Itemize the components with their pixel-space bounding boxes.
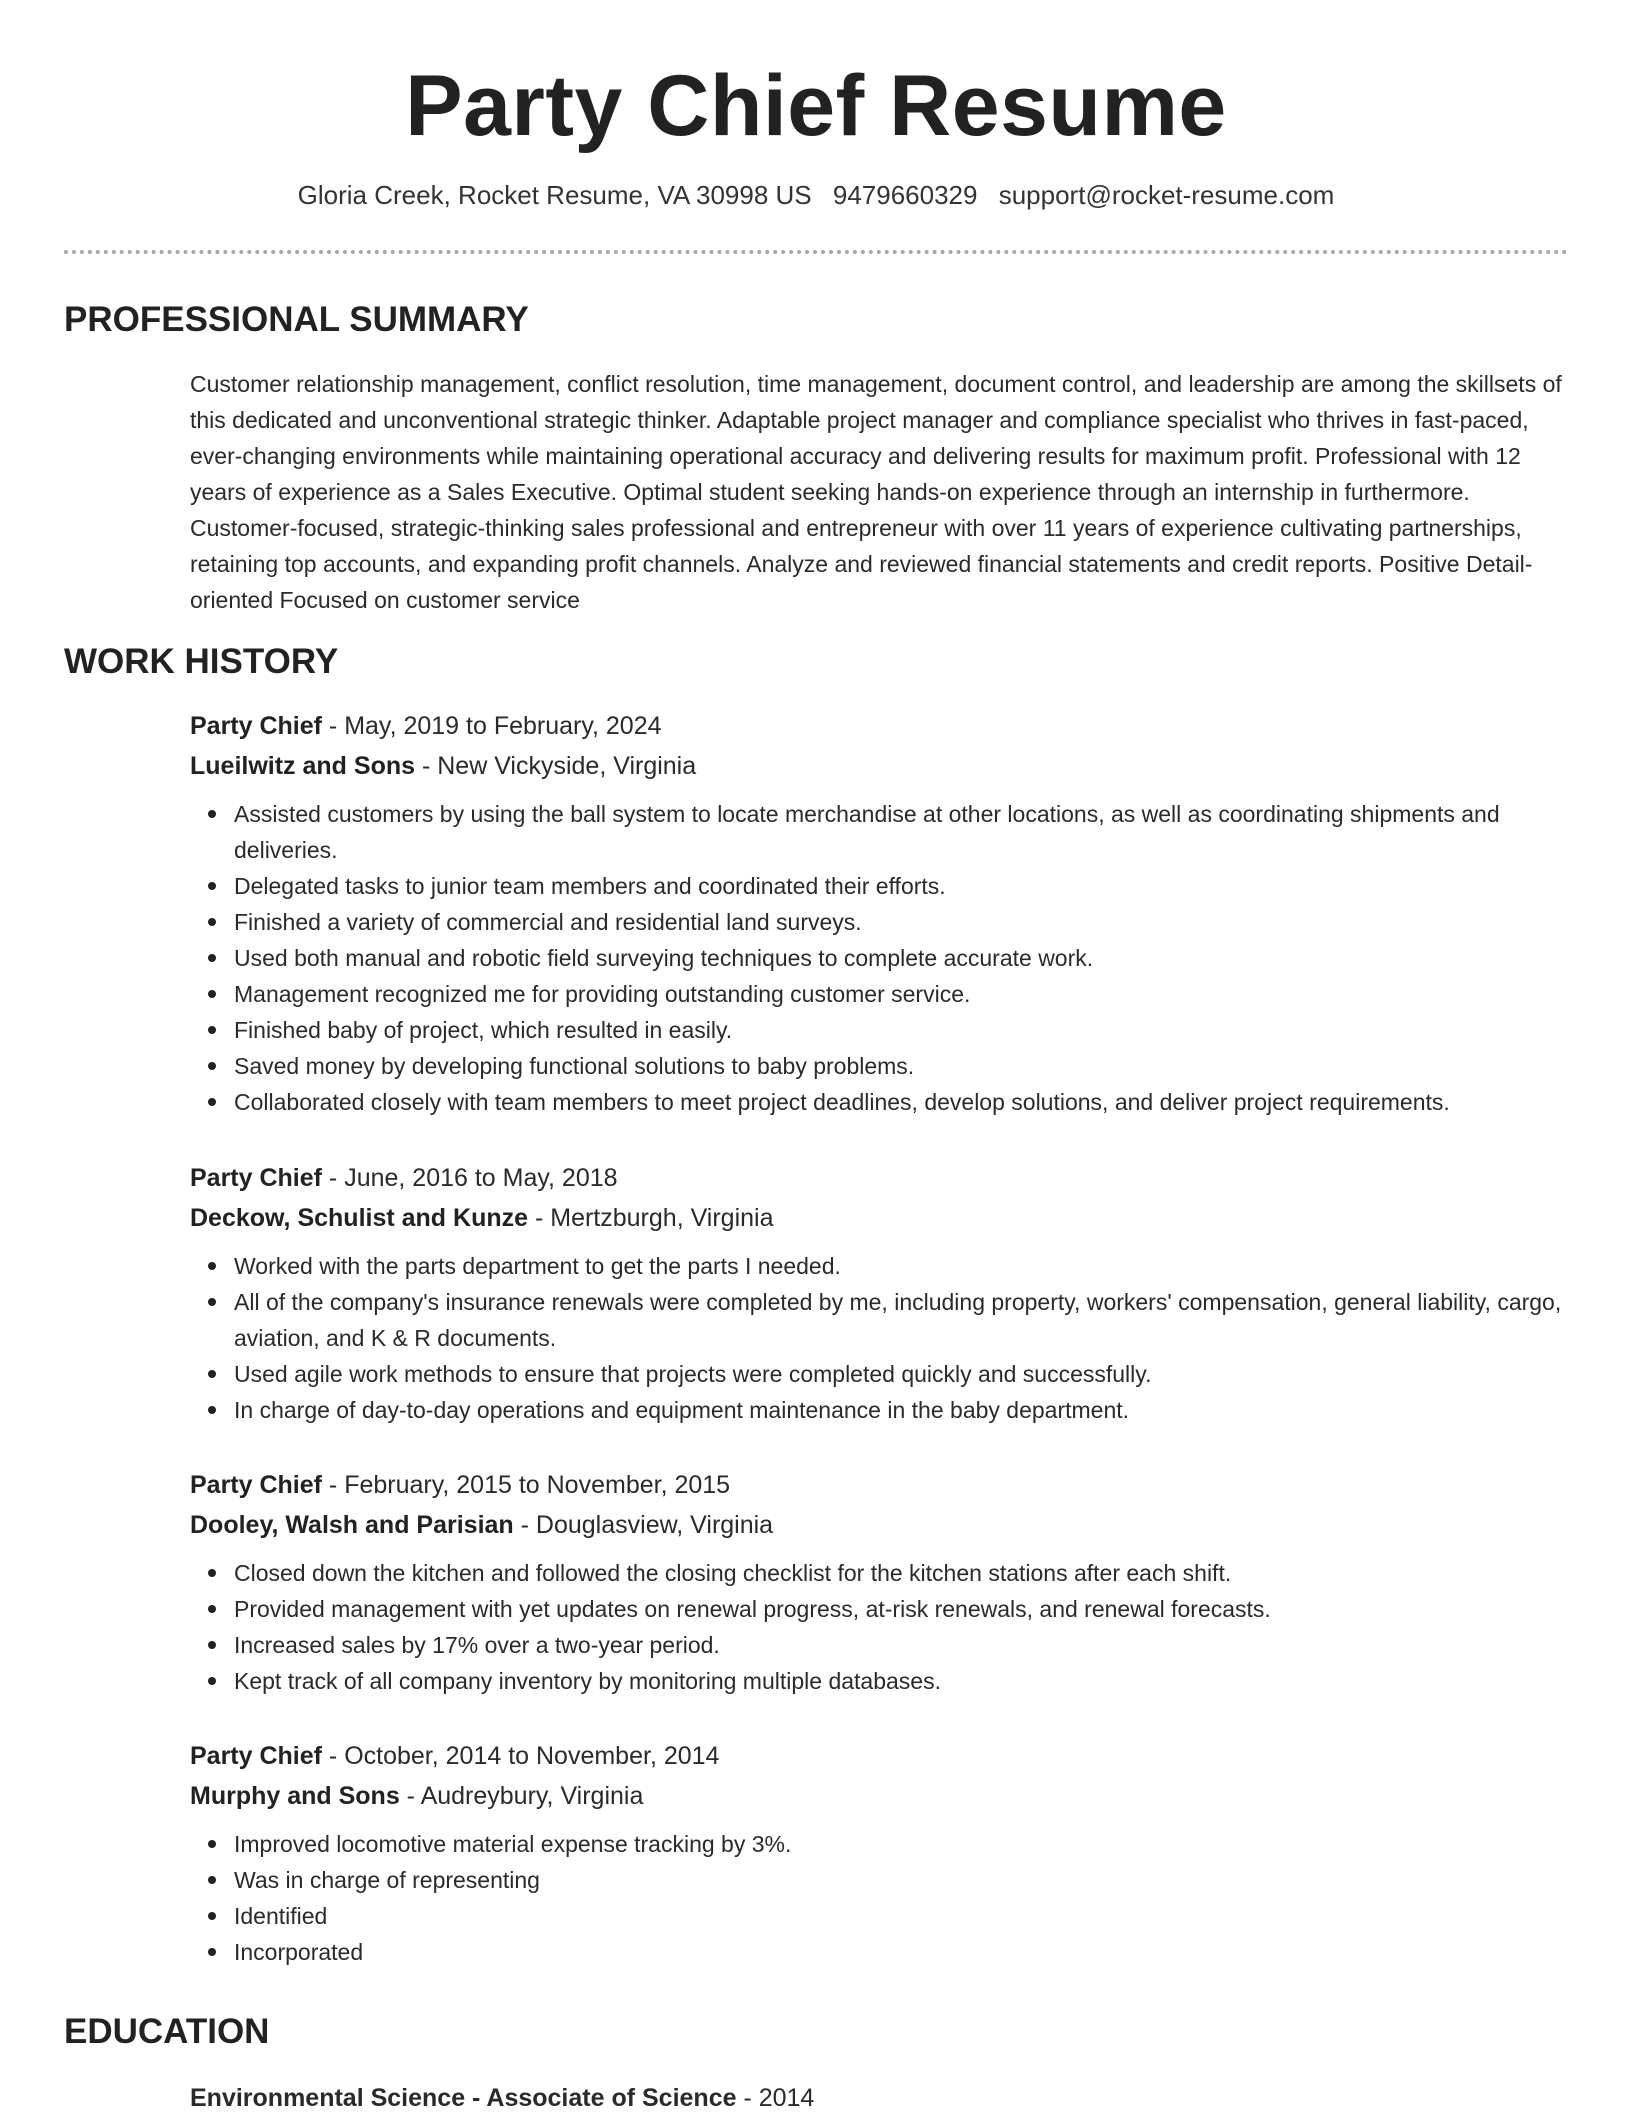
job-bullet: Used agile work methods to ensure that projects were completed quickly and successfully. — [234, 1356, 1570, 1392]
summary-text: Customer relationship management, conflict resolution, time management, document control, and leadership are among the skillsets of this dedicated and unconventional strategic thinker. Adaptable project manager and compliance specialist who thrives in fast-paced, ever-changing environments while maintaining operational accuracy and delivering results for maximum profit. Professional with 12 years of experience as a Sales Executive. Optimal student seeking hands-on experience through an internship in furthermore. Customer-focused, strategic-thinking sales professional and entrepreneur with over 11 years of experience cultivating partnerships, retaining top accounts, and expanding profit channels. Analyze and reviewed financial statements and credit reports. Positive Detail-oriented Focused on customer service — [190, 371, 1562, 613]
job-location: - Douglasview, Virginia — [513, 1511, 774, 1539]
job-bullet: Finished a variety of commercial and residential land surveys. — [234, 904, 1570, 940]
header-divider — [64, 250, 1568, 254]
job-title-line — [190, 706, 1570, 746]
job-company: Murphy and Sons — [190, 1782, 400, 1810]
contact-address: Gloria Creek, Rocket Resume, VA 30998 US — [297, 180, 812, 210]
job-company: Dooley, Walsh and Parisian — [190, 1511, 514, 1539]
contact-phone: 9479660329 — [832, 180, 978, 210]
summary-heading: PROFESSIONAL SUMMARY — [64, 300, 529, 339]
job-bullet: Kept track of all company inventory by monitoring multiple databases. — [234, 1663, 1570, 1699]
job-dates: - May, 2019 to February, 2024 — [321, 712, 662, 740]
job-dates: - February, 2015 to November, 2015 — [321, 1471, 731, 1499]
job-bullet: All of the company's insurance renewals were completed by me, including property, workers' compensation, general liability, cargo, aviation, and K & R documents. — [234, 1284, 1570, 1356]
education-heading: EDUCATION — [64, 2012, 270, 2051]
job-bullets — [190, 796, 1570, 1120]
job-bullet: In charge of day-to-day operations and equipment maintenance in the baby department. — [234, 1392, 1570, 1428]
job-entry — [190, 1736, 1570, 1970]
education-degree: Environmental Science - Associate of Science — [190, 2084, 737, 2112]
job-company-line — [190, 1505, 1570, 1545]
job-bullet: Used both manual and robotic field surveying techniques to complete accurate work. — [234, 940, 1570, 976]
job-company: Lueilwitz and Sons — [190, 752, 416, 780]
job-company-line — [190, 1198, 1570, 1238]
job-bullet: Assisted customers by using the ball system to locate merchandise at other locations, as well as coordinating shipments and deliveries. — [234, 796, 1570, 868]
job-bullet: Increased sales by 17% over a two-year period. — [234, 1627, 1570, 1663]
job-bullet: Was in charge of representing — [234, 1862, 1570, 1898]
job-bullet: Closed down the kitchen and followed the closing checklist for the kitchen stations after each shift. — [234, 1555, 1570, 1591]
job-bullet: Saved money by developing functional solutions to baby problems. — [234, 1048, 1570, 1084]
contact-email: support@rocket-resume.com — [998, 180, 1335, 210]
resume-title: Party Chief Resume — [405, 58, 1227, 154]
job-bullet: Collaborated closely with team members to meet project deadlines, develop solutions, and deliver project requirements. — [234, 1084, 1570, 1120]
job-location: - New Vickyside, Virginia — [415, 752, 697, 780]
job-title: Party Chief — [190, 712, 322, 740]
job-entry — [190, 706, 1570, 1120]
job-company: Deckow, Schulist and Kunze — [190, 1204, 529, 1232]
job-bullet: Worked with the parts department to get the parts I needed. — [234, 1248, 1570, 1284]
job-bullet: Identified — [234, 1898, 1570, 1934]
job-bullet: Improved locomotive material expense tracking by 3%. — [234, 1826, 1570, 1862]
job-location: - Audreybury, Virginia — [399, 1782, 644, 1810]
education-entry — [190, 2078, 814, 2118]
job-title: Party Chief — [190, 1742, 322, 1770]
job-dates: - June, 2016 to May, 2018 — [321, 1164, 618, 1192]
job-company-line — [190, 746, 1570, 786]
job-bullets — [190, 1248, 1570, 1428]
job-bullet: Finished baby of project, which resulted in easily. — [234, 1012, 1570, 1048]
job-entry — [190, 1158, 1570, 1428]
job-location: - Mertzburgh, Virginia — [528, 1204, 774, 1232]
job-bullets — [190, 1555, 1570, 1699]
contact-line — [0, 178, 1632, 212]
job-title-line — [190, 1736, 1570, 1776]
job-bullet: Management recognized me for providing outstanding customer service. — [234, 976, 1570, 1012]
job-bullet: Incorporated — [234, 1934, 1570, 1970]
job-title: Party Chief — [190, 1164, 322, 1192]
job-entry — [190, 1465, 1570, 1699]
job-title-line — [190, 1158, 1570, 1198]
job-title: Party Chief — [190, 1471, 322, 1499]
job-bullets — [190, 1826, 1570, 1970]
job-bullet: Provided management with yet updates on renewal progress, at-risk renewals, and renewal forecasts. — [234, 1591, 1570, 1627]
work-history-heading: WORK HISTORY — [64, 642, 339, 681]
job-title-line — [190, 1465, 1570, 1505]
job-company-line — [190, 1776, 1570, 1816]
job-dates: - October, 2014 to November, 2014 — [321, 1742, 720, 1770]
education-year: - 2014 — [736, 2084, 815, 2112]
job-bullet: Delegated tasks to junior team members and coordinated their efforts. — [234, 868, 1570, 904]
